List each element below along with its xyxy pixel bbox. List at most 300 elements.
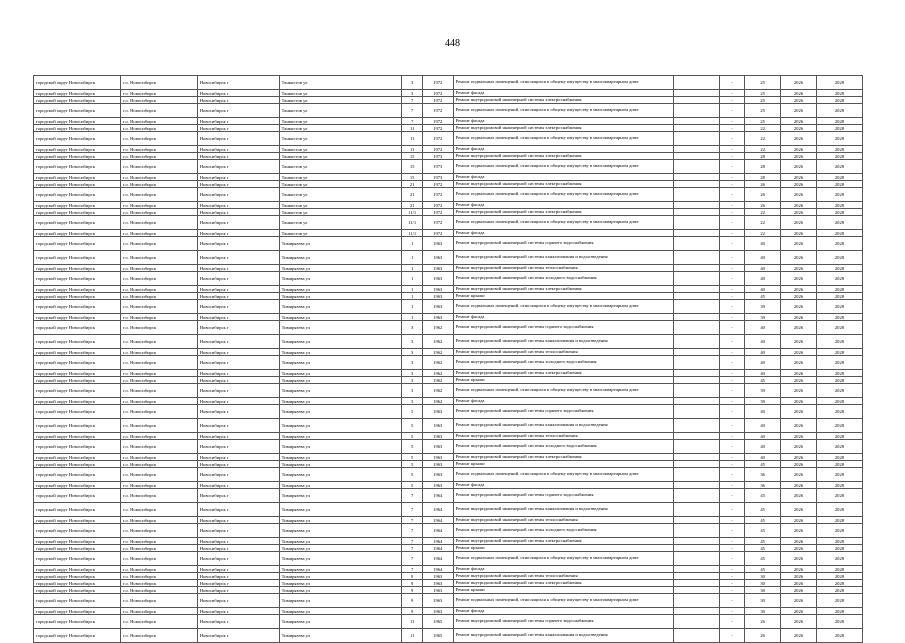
table-body [34, 76, 863, 643]
year-built-cell: 1972 [422, 125, 453, 132]
dash-cell: - [719, 566, 745, 573]
table-row [34, 265, 863, 272]
street-cell: Тимирязева ул [279, 517, 402, 524]
locality-cell: г.о. Новосибирск [120, 174, 197, 181]
period-end-cell: 2028 [816, 97, 862, 104]
house-number-cell: 7 [402, 118, 422, 125]
work-type-cell: Ремонт внутридомовой инженерной системы электроснабжения [453, 538, 673, 545]
city-cell: Новосибирск г [197, 594, 279, 608]
period-end-cell: 2028 [816, 209, 862, 216]
empty-cell [673, 489, 719, 503]
empty-cell [673, 321, 719, 335]
locality-cell: г.о. Новосибирск [120, 251, 197, 265]
period-start-cell: 2026 [781, 265, 817, 272]
period-start-cell: 2026 [781, 370, 817, 377]
table-row [34, 524, 863, 538]
street-cell: Тимирязева ул [279, 384, 402, 398]
year-built-cell: 1972 [422, 90, 453, 97]
period-start-cell: 2026 [781, 349, 817, 356]
dash-cell: - [719, 104, 745, 118]
year-built-cell: 1963 [422, 300, 453, 314]
house-number-cell: 5 [402, 440, 422, 454]
period-start-cell: 2026 [781, 587, 817, 594]
locality-cell: г.о. Новосибирск [120, 405, 197, 419]
period-start-cell: 2026 [781, 76, 817, 90]
period-end-cell: 2028 [816, 272, 862, 286]
locality-cell: г.о. Новосибирск [120, 538, 197, 545]
work-type-cell: Ремонт внутридомовой инженерной системы электроснабжения [453, 580, 673, 587]
street-cell: Тимирязева ул [279, 293, 402, 300]
period-end-cell: 2028 [816, 538, 862, 545]
city-cell: Новосибирск г [197, 454, 279, 461]
house-number-cell: 7 [402, 503, 422, 517]
dash-cell: - [719, 202, 745, 209]
work-type-cell: Ремонт внутридомовой инженерной системы электроснабжения [453, 125, 673, 132]
table-row [34, 125, 863, 132]
district-cell: городской округ Новосибирск [34, 454, 121, 461]
house-number-cell: 7 [402, 538, 422, 545]
work-type-cell: Ремонт фасада [453, 90, 673, 97]
table-row [34, 629, 863, 643]
work-type-cell: Ремонт внутридомовой инженерной системы горячего водоснабжения [453, 615, 673, 629]
period-end-cell: 2028 [816, 524, 862, 538]
dash-cell: - [719, 552, 745, 566]
table-row [34, 377, 863, 384]
table-row [34, 293, 863, 300]
city-cell: Новосибирск г [197, 349, 279, 356]
street-cell: Тимирязева ул [279, 454, 402, 461]
value-cell: 22 [745, 146, 781, 153]
city-cell: Новосибирск г [197, 174, 279, 181]
city-cell: Новосибирск г [197, 538, 279, 545]
house-number-cell: 3 [402, 76, 422, 90]
city-cell: Новосибирск г [197, 251, 279, 265]
empty-cell [673, 517, 719, 524]
period-start-cell: 2026 [781, 202, 817, 209]
period-end-cell: 2028 [816, 237, 862, 251]
value-cell: 45 [745, 503, 781, 517]
empty-cell [673, 594, 719, 608]
year-built-cell: 1965 [422, 615, 453, 629]
value-cell: 22 [745, 125, 781, 132]
value-cell: 45 [745, 377, 781, 384]
year-built-cell: 1972 [422, 104, 453, 118]
district-cell: городской округ Новосибирск [34, 489, 121, 503]
value-cell: 45 [745, 552, 781, 566]
house-number-cell: 1 [402, 272, 422, 286]
period-start-cell: 2026 [781, 286, 817, 293]
dash-cell: - [719, 629, 745, 643]
city-cell: Новосибирск г [197, 181, 279, 188]
locality-cell: г.о. Новосибирск [120, 118, 197, 125]
street-cell: Тимирязева ул [279, 503, 402, 517]
empty-cell [673, 461, 719, 468]
dash-cell: - [719, 524, 745, 538]
street-cell: Танкистов ул [279, 153, 402, 160]
work-type-cell: Ремонт внутридомовой инженерной системы холодного водоснабжения [453, 440, 673, 454]
period-start-cell: 2026 [781, 524, 817, 538]
city-cell: Новосибирск г [197, 398, 279, 405]
locality-cell: г.о. Новосибирск [120, 573, 197, 580]
value-cell: 45 [745, 293, 781, 300]
district-cell: городской округ Новосибирск [34, 181, 121, 188]
year-built-cell: 1972 [422, 209, 453, 216]
value-cell: 36 [745, 482, 781, 489]
year-built-cell: 1963 [422, 272, 453, 286]
dash-cell: - [719, 209, 745, 216]
locality-cell: г.о. Новосибирск [120, 433, 197, 440]
table-row [34, 97, 863, 104]
work-type-cell: Ремонт внутридомовой инженерной системы электроснабжения [453, 286, 673, 293]
work-type-cell: Ремонт внутридомовой инженерной системы теплоснабжения [453, 349, 673, 356]
work-type-cell: Ремонт подвальных помещений, относящихся к общему имуществу в многоквартирном доме [453, 300, 673, 314]
empty-cell [673, 566, 719, 573]
empty-cell [673, 384, 719, 398]
street-cell: Тимирязева ул [279, 608, 402, 615]
city-cell: Новосибирск г [197, 524, 279, 538]
street-cell: Танкистов ул [279, 202, 402, 209]
locality-cell: г.о. Новосибирск [120, 188, 197, 202]
period-end-cell: 2028 [816, 321, 862, 335]
work-type-cell: Ремонт фасада [453, 118, 673, 125]
year-built-cell: 1965 [422, 629, 453, 643]
year-built-cell: 1963 [422, 251, 453, 265]
table-row [34, 90, 863, 97]
period-end-cell: 2028 [816, 300, 862, 314]
period-end-cell: 2028 [816, 573, 862, 580]
house-number-cell: 3 [402, 321, 422, 335]
empty-cell [673, 482, 719, 489]
empty-cell [673, 125, 719, 132]
house-number-cell: 15 [402, 160, 422, 174]
value-cell: 26 [745, 202, 781, 209]
period-start-cell: 2026 [781, 314, 817, 321]
locality-cell: г.о. Новосибирск [120, 461, 197, 468]
locality-cell: г.о. Новосибирск [120, 181, 197, 188]
house-number-cell: 5 [402, 433, 422, 440]
house-number-cell: 11 [402, 146, 422, 153]
empty-cell [673, 433, 719, 440]
table-row [34, 594, 863, 608]
period-start-cell: 2026 [781, 552, 817, 566]
house-number-cell: 3 [402, 349, 422, 356]
dash-cell: - [719, 538, 745, 545]
value-cell: 30 [745, 587, 781, 594]
locality-cell: г.о. Новосибирск [120, 419, 197, 433]
table-row [34, 384, 863, 398]
work-type-cell: Ремонт внутридомовой инженерной системы канализования и водоотведения [453, 629, 673, 643]
city-cell: Новосибирск г [197, 482, 279, 489]
city-cell: Новосибирск г [197, 335, 279, 349]
value-cell: 25 [745, 76, 781, 90]
period-start-cell: 2026 [781, 230, 817, 237]
city-cell: Новосибирск г [197, 97, 279, 104]
year-built-cell: 1963 [422, 454, 453, 461]
street-cell: Тимирязева ул [279, 489, 402, 503]
city-cell: Новосибирск г [197, 118, 279, 125]
table-row [34, 146, 863, 153]
work-type-cell: Ремонт подвальных помещений, относящихся к общему имуществу в многоквартирном доме [453, 216, 673, 230]
work-type-cell: Ремонт внутридомовой инженерной системы канализования и водоотведения [453, 335, 673, 349]
city-cell: Новосибирск г [197, 615, 279, 629]
locality-cell: г.о. Новосибирск [120, 503, 197, 517]
year-built-cell: 1964 [422, 538, 453, 545]
table-row [34, 335, 863, 349]
period-start-cell: 2026 [781, 293, 817, 300]
city-cell: Новосибирск г [197, 76, 279, 90]
district-cell: городской округ Новосибирск [34, 615, 121, 629]
dash-cell: - [719, 160, 745, 174]
year-built-cell: 1972 [422, 181, 453, 188]
value-cell: 26 [745, 181, 781, 188]
year-built-cell: 1972 [422, 216, 453, 230]
street-cell: Тимирязева ул [279, 321, 402, 335]
period-start-cell: 2026 [781, 209, 817, 216]
house-number-cell: 5 [402, 482, 422, 489]
work-type-cell: Ремонт фасада [453, 566, 673, 573]
period-start-cell: 2026 [781, 125, 817, 132]
street-cell: Танкистов ул [279, 76, 402, 90]
house-number-cell: 11 [402, 615, 422, 629]
work-type-cell: Ремонт крыши [453, 545, 673, 552]
period-start-cell: 2026 [781, 594, 817, 608]
year-built-cell: 1963 [422, 580, 453, 587]
value-cell: 39 [745, 398, 781, 405]
period-start-cell: 2026 [781, 545, 817, 552]
street-cell: Танкистов ул [279, 90, 402, 97]
year-built-cell: 1972 [422, 76, 453, 90]
locality-cell: г.о. Новосибирск [120, 468, 197, 482]
dash-cell: - [719, 482, 745, 489]
empty-cell [673, 272, 719, 286]
empty-cell [673, 188, 719, 202]
dash-cell: - [719, 468, 745, 482]
table-row [34, 615, 863, 629]
empty-cell [673, 216, 719, 230]
street-cell: Тимирязева ул [279, 468, 402, 482]
period-start-cell: 2026 [781, 573, 817, 580]
period-end-cell: 2028 [816, 188, 862, 202]
dash-cell: - [719, 132, 745, 146]
year-built-cell: 1963 [422, 482, 453, 489]
city-cell: Новосибирск г [197, 566, 279, 573]
work-type-cell: Ремонт подвальных помещений, относящихся к общему имуществу в многоквартирном доме [453, 594, 673, 608]
year-built-cell: 1963 [422, 293, 453, 300]
year-built-cell: 1972 [422, 188, 453, 202]
city-cell: Новосибирск г [197, 146, 279, 153]
street-cell: Тимирязева ул [279, 629, 402, 643]
work-type-cell: Ремонт внутридомовой инженерной системы электроснабжения [453, 153, 673, 160]
work-type-cell: Ремонт подвальных помещений, относящихся к общему имуществу в многоквартирном доме [453, 104, 673, 118]
street-cell: Тимирязева ул [279, 587, 402, 594]
empty-cell [673, 335, 719, 349]
period-start-cell: 2026 [781, 356, 817, 370]
city-cell: Новосибирск г [197, 216, 279, 230]
year-built-cell: 1972 [422, 230, 453, 237]
period-start-cell: 2026 [781, 580, 817, 587]
locality-cell: г.о. Новосибирск [120, 314, 197, 321]
locality-cell: г.о. Новосибирск [120, 209, 197, 216]
period-end-cell: 2028 [816, 335, 862, 349]
city-cell: Новосибирск г [197, 188, 279, 202]
empty-cell [673, 552, 719, 566]
dash-cell: - [719, 76, 745, 90]
work-type-cell: Ремонт фасада [453, 608, 673, 615]
value-cell: 40 [745, 454, 781, 461]
district-cell: городской округ Новосибирск [34, 370, 121, 377]
period-end-cell: 2028 [816, 202, 862, 209]
period-end-cell: 2028 [816, 552, 862, 566]
dash-cell: - [719, 321, 745, 335]
empty-cell [673, 237, 719, 251]
period-start-cell: 2026 [781, 419, 817, 433]
work-type-cell: Ремонт внутридомовой инженерной системы холодного водоснабжения [453, 524, 673, 538]
dash-cell: - [719, 545, 745, 552]
value-cell: 30 [745, 608, 781, 615]
value-cell: 45 [745, 545, 781, 552]
district-cell: городской округ Новосибирск [34, 629, 121, 643]
period-end-cell: 2028 [816, 545, 862, 552]
period-start-cell: 2026 [781, 538, 817, 545]
house-number-cell: 7 [402, 97, 422, 104]
period-end-cell: 2028 [816, 419, 862, 433]
city-cell: Новосибирск г [197, 237, 279, 251]
dash-cell: - [719, 398, 745, 405]
year-built-cell: 1972 [422, 202, 453, 209]
work-type-cell: Ремонт подвальных помещений, относящихся к общему имуществу в многоквартирном доме [453, 552, 673, 566]
table-row [34, 104, 863, 118]
work-type-cell: Ремонт внутридомовой инженерной системы холодного водоснабжения [453, 272, 673, 286]
table-row [34, 580, 863, 587]
empty-cell [673, 398, 719, 405]
empty-cell [673, 118, 719, 125]
period-end-cell: 2028 [816, 90, 862, 97]
table-row [34, 552, 863, 566]
house-number-cell: 7 [402, 104, 422, 118]
house-number-cell: 1 [402, 251, 422, 265]
work-type-cell: Ремонт внутридомовой инженерной системы теплоснабжения [453, 265, 673, 272]
street-cell: Тимирязева ул [279, 349, 402, 356]
period-end-cell: 2028 [816, 587, 862, 594]
year-built-cell: 1964 [422, 566, 453, 573]
table-row [34, 216, 863, 230]
year-built-cell: 1963 [422, 468, 453, 482]
city-cell: Новосибирск г [197, 552, 279, 566]
district-cell: городской округ Новосибирск [34, 573, 121, 580]
period-start-cell: 2026 [781, 174, 817, 181]
period-start-cell: 2026 [781, 517, 817, 524]
house-number-cell: 11/1 [402, 230, 422, 237]
value-cell: 45 [745, 461, 781, 468]
locality-cell: г.о. Новосибирск [120, 272, 197, 286]
city-cell: Новосибирск г [197, 580, 279, 587]
work-type-cell: Ремонт внутридомовой инженерной системы горячего водоснабжения [453, 489, 673, 503]
city-cell: Новосибирск г [197, 202, 279, 209]
district-cell: городской округ Новосибирск [34, 146, 121, 153]
period-end-cell: 2028 [816, 293, 862, 300]
district-cell: городской округ Новосибирск [34, 153, 121, 160]
district-cell: городской округ Новосибирск [34, 188, 121, 202]
empty-cell [673, 440, 719, 454]
house-number-cell: 7 [402, 545, 422, 552]
table-row [34, 573, 863, 580]
dash-cell: - [719, 377, 745, 384]
street-cell: Танкистов ул [279, 174, 402, 181]
value-cell: 40 [745, 335, 781, 349]
value-cell: 30 [745, 594, 781, 608]
year-built-cell: 1972 [422, 146, 453, 153]
city-cell: Новосибирск г [197, 629, 279, 643]
year-built-cell: 1963 [422, 440, 453, 454]
year-built-cell: 1972 [422, 118, 453, 125]
empty-cell [673, 265, 719, 272]
district-cell: городской округ Новосибирск [34, 272, 121, 286]
period-start-cell: 2026 [781, 503, 817, 517]
dash-cell: - [719, 216, 745, 230]
empty-cell [673, 90, 719, 97]
year-built-cell: 1963 [422, 286, 453, 293]
work-type-cell: Ремонт подвальных помещений, относящихся к общему имуществу в многоквартирном доме [453, 76, 673, 90]
value-cell: 26 [745, 188, 781, 202]
empty-cell [673, 349, 719, 356]
period-end-cell: 2028 [816, 608, 862, 615]
value-cell: 40 [745, 251, 781, 265]
value-cell: 30 [745, 580, 781, 587]
period-end-cell: 2028 [816, 489, 862, 503]
period-end-cell: 2028 [816, 580, 862, 587]
street-cell: Тимирязева ул [279, 377, 402, 384]
table-row [34, 587, 863, 594]
dash-cell: - [719, 286, 745, 293]
dash-cell: - [719, 251, 745, 265]
period-end-cell: 2028 [816, 517, 862, 524]
locality-cell: г.о. Новосибирск [120, 321, 197, 335]
house-number-cell: 15 [402, 174, 422, 181]
city-cell: Новосибирск г [197, 104, 279, 118]
value-cell: 45 [745, 566, 781, 573]
street-cell: Тимирязева ул [279, 335, 402, 349]
table-row [34, 174, 863, 181]
house-number-cell: 7 [402, 489, 422, 503]
district-cell: городской округ Новосибирск [34, 216, 121, 230]
period-end-cell: 2028 [816, 216, 862, 230]
empty-cell [673, 251, 719, 265]
table-row [34, 454, 863, 461]
district-cell: городской округ Новосибирск [34, 356, 121, 370]
empty-cell [673, 300, 719, 314]
house-number-cell: 7 [402, 566, 422, 573]
dash-cell: - [719, 405, 745, 419]
street-cell: Тимирязева ул [279, 286, 402, 293]
locality-cell: г.о. Новосибирск [120, 545, 197, 552]
value-cell: 40 [745, 349, 781, 356]
city-cell: Новосибирск г [197, 370, 279, 377]
district-cell: городской округ Новосибирск [34, 461, 121, 468]
value-cell: 40 [745, 405, 781, 419]
house-number-cell: 5 [402, 454, 422, 461]
district-cell: городской округ Новосибирск [34, 104, 121, 118]
empty-cell [673, 314, 719, 321]
period-end-cell: 2028 [816, 265, 862, 272]
year-built-cell: 1963 [422, 433, 453, 440]
year-built-cell: 1962 [422, 370, 453, 377]
street-cell: Танкистов ул [279, 118, 402, 125]
empty-cell [673, 230, 719, 237]
street-cell: Тимирязева ул [279, 300, 402, 314]
house-number-cell: 7 [402, 517, 422, 524]
year-built-cell: 1973 [422, 160, 453, 174]
work-type-cell: Ремонт крыши [453, 377, 673, 384]
